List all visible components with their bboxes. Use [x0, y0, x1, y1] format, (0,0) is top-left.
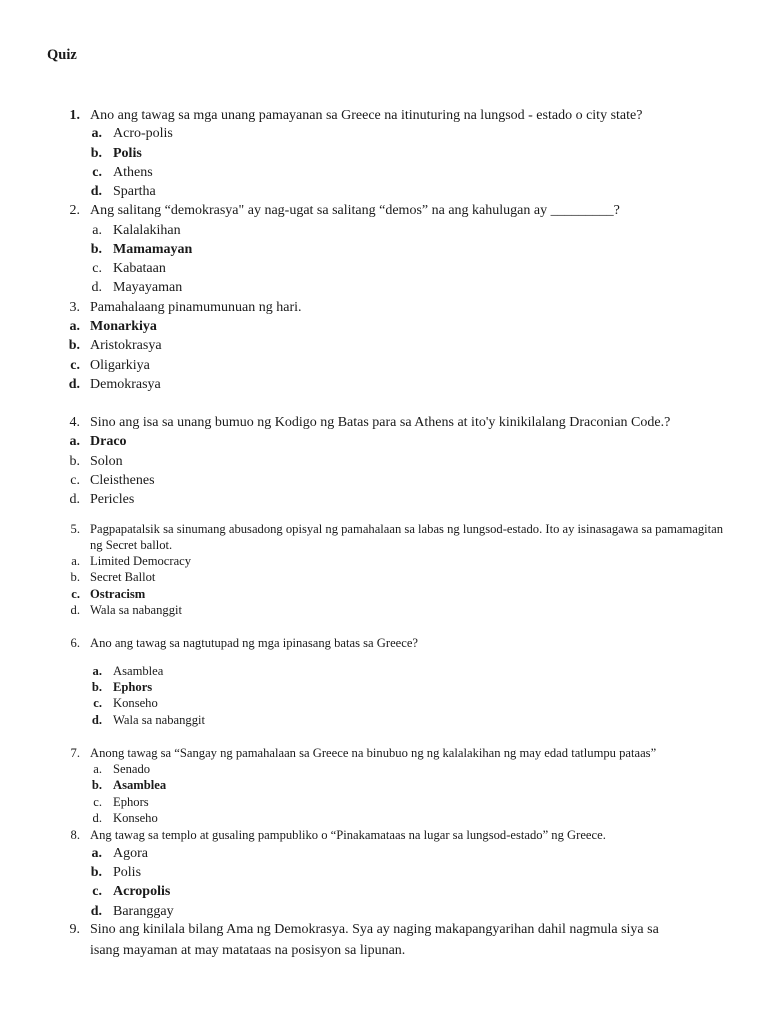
option-letter: d.: [91, 713, 102, 727]
option-text: Kalalakihan: [113, 223, 181, 238]
option-text: Wala sa nabanggit: [90, 603, 183, 617]
question-number: 4.: [69, 415, 80, 430]
option-letter: c.: [93, 795, 102, 809]
option-letter: a.: [69, 319, 80, 334]
option-text-answer: Asamblea: [113, 778, 167, 792]
question-text: Pagpapatalsik sa sinumang abusadong opisyal ng pamahalaan sa labas ng lungsod-estado. Ito ay isinasagawa sa pamamagitan ng Secret ballot.: [90, 522, 724, 552]
option-letter: a.: [92, 664, 102, 678]
option-letter: b.: [68, 338, 80, 353]
question-number: 3.: [69, 300, 80, 315]
option-letter: c.: [93, 696, 102, 710]
option-text: Aristokrasya: [90, 338, 162, 353]
option-text-answer: Ostracism: [90, 587, 146, 601]
option-text: Demokrasya: [90, 377, 161, 392]
option-text: Solon: [90, 454, 123, 469]
option-letter: c.: [92, 261, 102, 276]
option-letter: b.: [90, 865, 102, 880]
option-letter: c.: [92, 884, 102, 899]
option-text: Agora: [113, 846, 148, 861]
option-letter: c.: [70, 358, 80, 373]
option-letter: b.: [91, 680, 102, 694]
question-text-continued: isang mayaman at may matataas na posisyon sa lipunan.: [90, 943, 406, 958]
option-letter: b.: [91, 778, 102, 792]
option-text: Konseho: [113, 696, 158, 710]
option-text: Baranggay: [113, 904, 174, 919]
option-text: Oligarkiya: [90, 358, 150, 373]
question-number: 9.: [69, 922, 80, 937]
option-text: Ephors: [113, 795, 149, 809]
option-text: Limited Democracy: [90, 554, 192, 568]
option-letter: a.: [92, 223, 102, 238]
option-text: Mayayaman: [113, 280, 183, 295]
question-number: 5.: [70, 522, 80, 536]
question-number: 8.: [70, 828, 80, 842]
option-text-answer: Draco: [90, 434, 127, 449]
option-text-answer: Polis: [113, 146, 142, 161]
option-letter: d.: [91, 280, 102, 295]
option-text: Wala sa nabanggit: [113, 713, 206, 727]
option-letter: b.: [69, 454, 80, 469]
option-text: Polis: [113, 865, 142, 880]
question-text: Ano ang tawag sa mga unang pamayanan sa Greece na itinuturing na lungsod - estado o city state?: [90, 108, 643, 123]
question-text: Ano ang tawag sa nagtutupad ng mga ipinasang batas sa Greece?: [90, 636, 419, 650]
option-letter: c.: [70, 473, 80, 488]
question-text: Sino ang kinilala bilang Ama ng Demokrasya. Sya ay naging makapangyarihan dahil nagmula siya sa: [90, 922, 659, 937]
question-text: Anong tawag sa “Sangay ng pamahalaan sa Greece na binubuo ng ng kalalakihan ng may edad tatlumpu pataas”: [90, 746, 657, 760]
option-letter: b.: [90, 242, 102, 257]
option-letter: c.: [92, 165, 102, 180]
option-letter: a.: [69, 434, 80, 449]
option-text: Pericles: [90, 492, 135, 507]
option-text-answer: Acropolis: [113, 884, 171, 899]
option-text: Spartha: [113, 184, 156, 199]
option-text: Athens: [113, 165, 153, 180]
option-text-answer: Mamamayan: [113, 242, 193, 257]
option-letter: d.: [90, 184, 102, 199]
option-letter: d.: [68, 377, 80, 392]
option-letter: a.: [91, 126, 102, 141]
option-letter: d.: [69, 492, 80, 507]
option-letter: b.: [70, 570, 80, 584]
option-text: Konseho: [113, 811, 158, 825]
question-number: 6.: [70, 636, 80, 650]
option-text: Cleisthenes: [90, 473, 155, 488]
option-letter: a.: [93, 762, 102, 776]
question-number: 2.: [69, 203, 80, 218]
option-letter: d.: [70, 603, 80, 617]
option-text: Secret Ballot: [90, 570, 156, 584]
option-letter: d.: [90, 904, 102, 919]
option-text: Kabataan: [113, 261, 166, 276]
option-text: Senado: [113, 762, 151, 776]
page-title: Quiz: [47, 47, 77, 63]
question-number: 1.: [69, 108, 80, 123]
option-text: Acro-polis: [113, 126, 173, 141]
question-text: Ang salitang “demokrasya" ay nag-ugat sa salitang “demos” na ang kahulugan ay _________?: [90, 203, 620, 218]
option-text-answer: Ephors: [113, 680, 153, 694]
option-text: Asamblea: [113, 664, 164, 678]
option-letter: c.: [71, 587, 80, 601]
option-letter: a.: [91, 846, 102, 861]
question-number: 7.: [70, 746, 80, 760]
option-letter: a.: [71, 554, 80, 568]
option-letter: b.: [90, 146, 102, 161]
option-text-answer: Monarkiya: [90, 319, 157, 334]
question-text: Pamahalaang pinamumunuan ng hari.: [90, 300, 302, 315]
question-text: Ang tawag sa templo at gusaling pampubliko o “Pinakamataas na lugar sa lungsod-estado” ng Greece.: [90, 828, 606, 842]
option-letter: d.: [92, 811, 102, 825]
question-text: Sino ang isa sa unang bumuo ng Kodigo ng Batas para sa Athens at ito'y kinikilalang Draconian Code.?: [90, 415, 671, 430]
